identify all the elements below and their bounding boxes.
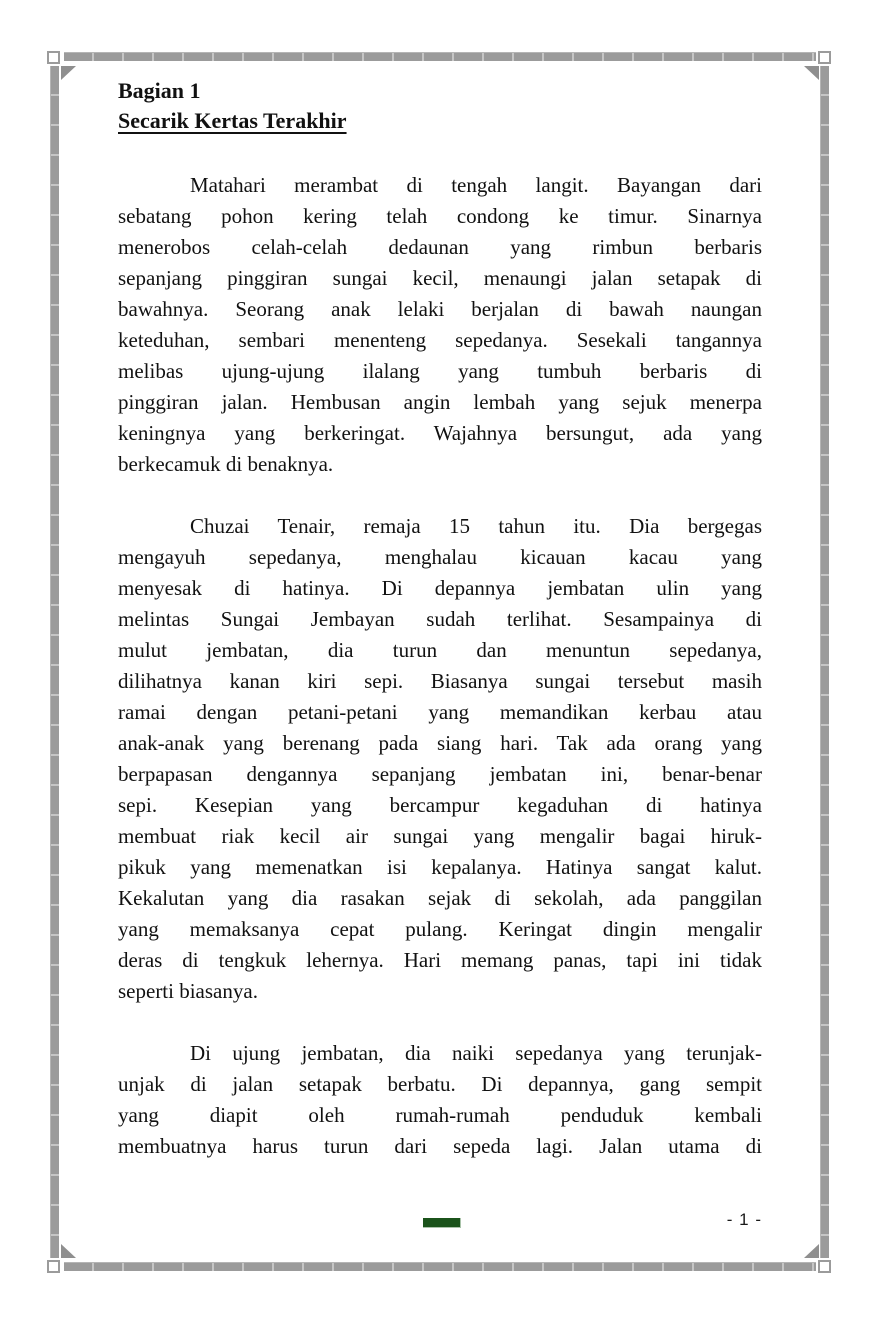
text-line: seperti biasanya. — [118, 979, 258, 1003]
text-line: yang diapit oleh rumah-rumah penduduk kembali — [118, 1103, 762, 1127]
page-border-bottom — [64, 1262, 816, 1271]
text-line: Matahari merambat di tengah langit. Bayangan dari — [190, 173, 762, 197]
text-line: mengayuh sepedanya, menghalau kicauan kacau yang — [118, 545, 762, 569]
corner-square-icon — [818, 51, 831, 64]
text-line: keteduhan, sembari menenteng sepedanya. Sesekali tangannya — [118, 328, 762, 352]
text-line: pinggiran jalan. Hembusan angin lembah yang sejuk menerpa — [118, 390, 762, 414]
corner-square-icon — [47, 1260, 60, 1273]
paragraph — [118, 170, 762, 480]
text-line: melintas Sungai Jembayan sudah terlihat. Sesampainya di — [118, 607, 762, 631]
text-line: membuat riak kecil air sungai yang mengalir bagai hiruk- — [118, 824, 762, 848]
text-line: membuatnya harus turun dari sepeda lagi. Jalan utama di — [118, 1134, 762, 1158]
corner-triangle-icon — [804, 66, 819, 80]
corner-triangle-icon — [61, 66, 76, 80]
text-line: yang memaksanya cepat pulang. Keringat dingin mengalir — [118, 917, 762, 941]
text-line: dilihatnya kanan kiri sepi. Biasanya sungai tersebut masih — [118, 669, 762, 693]
text-line: menyesak di hatinya. Di depannya jembatan ulin yang — [118, 576, 762, 600]
corner-square-icon — [47, 51, 60, 64]
footer-green-bar — [423, 1218, 461, 1228]
paragraph — [118, 511, 762, 1007]
text-line: deras di tengkuk lehernya. Hari memang panas, tapi ini tidak — [118, 948, 762, 972]
text-line: berkecamuk di benaknya. — [118, 452, 334, 476]
corner-triangle-icon — [804, 1244, 819, 1258]
text-line: Kekalutan yang dia rasakan sejak di sekolah, ada panggilan — [118, 886, 762, 910]
text-line: sepi. Kesepian yang bercampur kegaduhan di hatinya — [118, 793, 762, 817]
text-line: pikuk yang memenatkan isi kepalanya. Hatinya sangat kalut. — [118, 855, 762, 879]
corner-square-icon — [818, 1260, 831, 1273]
text-line: sepanjang pinggiran sungai kecil, menaungi jalan setapak di — [118, 266, 762, 290]
section-label: Bagian 1 — [118, 78, 201, 103]
text-line: Chuzai Tenair, remaja 15 tahun itu. Dia bergegas — [190, 514, 762, 538]
text-line: keningnya yang berkeringat. Wajahnya bersungut, ada yang — [118, 421, 762, 445]
corner-triangle-icon — [61, 1244, 76, 1258]
chapter-title: Secarik Kertas Terakhir — [118, 108, 347, 133]
paragraph — [118, 1038, 762, 1162]
text-line: menerobos celah-celah dedaunan yang rimbun berbaris — [118, 235, 762, 259]
text-line: Di ujung jembatan, dia naiki sepedanya yang terunjak- — [190, 1041, 762, 1065]
text-line: melibas ujung-ujung ilalang yang tumbuh berbaris di — [118, 359, 762, 383]
page-content — [118, 76, 762, 1193]
text-line: berpapasan dengannya sepanjang jembatan ini, benar-benar — [118, 762, 762, 786]
text-line: mulut jembatan, dia turun dan menuntun sepedanya, — [118, 638, 762, 662]
text-line: bawahnya. Seorang anak lelaki berjalan di bawah naungan — [118, 297, 762, 321]
text-line: unjak di jalan setapak berbatu. Di depannya, gang sempit — [118, 1072, 762, 1096]
text-line: sebatang pohon kering telah condong ke timur. Sinarnya — [118, 204, 762, 228]
page-border-top — [64, 52, 816, 61]
page-border-left — [50, 66, 59, 1258]
page-number: - 1 - — [726, 1210, 762, 1229]
text-line: ramai dengan petani-petani yang memandikan kerbau atau — [118, 700, 762, 724]
page-border-right — [820, 66, 829, 1258]
text-line: anak-anak yang berenang pada siang hari. Tak ada orang yang — [118, 731, 762, 755]
paragraphs — [118, 170, 762, 1162]
